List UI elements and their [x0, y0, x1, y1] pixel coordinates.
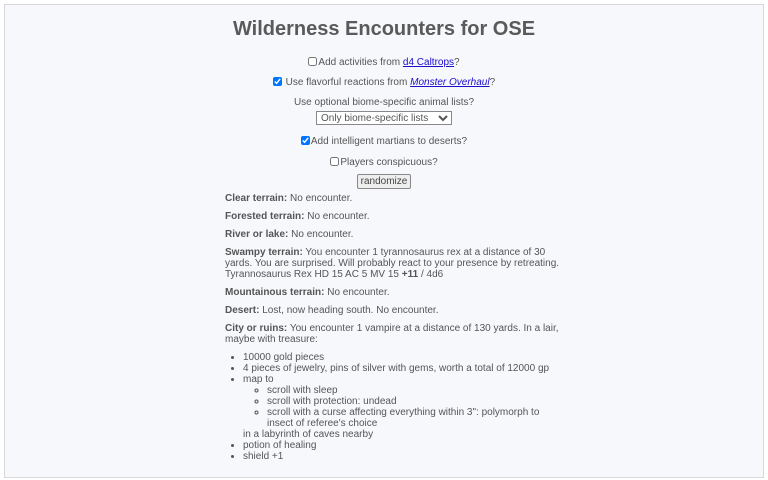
- map-label: map to: [243, 374, 274, 385]
- result-river: [225, 229, 561, 240]
- result-swampy: [225, 247, 561, 280]
- treasure-item: • potion of healing: [243, 440, 561, 451]
- map-item: ◦ scroll with protection: undead: [267, 396, 561, 407]
- result-text: No encounter.: [287, 193, 353, 204]
- martians-checkbox[interactable]: [301, 136, 310, 145]
- map-item: ◦ scroll with a curse affecting everything within 3": polymorph to insect of referee's choice: [267, 407, 561, 429]
- conspicuous-label: Players conspicuous?: [340, 157, 438, 168]
- result-text: No encounter.: [324, 287, 390, 298]
- reactions-checkbox[interactable]: [273, 77, 282, 86]
- biome-select[interactable]: [316, 111, 452, 125]
- damage: / 4d6: [418, 269, 444, 280]
- result-text: Lost, now heading south. No encounter.: [259, 305, 439, 316]
- reactions-label: Use flavorful reactions from: [285, 77, 411, 88]
- activities-label: Add activities from: [318, 57, 403, 68]
- result-city: [225, 323, 561, 345]
- result-forested: [225, 211, 561, 222]
- randomize-button[interactable]: randomize: [357, 174, 412, 189]
- result-desert: [225, 305, 561, 316]
- martians-label: Add intelligent martians to deserts?: [310, 136, 468, 147]
- result-label: Clear terrain:: [225, 193, 288, 204]
- activities-checkbox[interactable]: [308, 57, 317, 66]
- result-label: Swampy terrain:: [225, 247, 303, 258]
- page-panel: [4, 4, 764, 478]
- option-martians: [5, 135, 763, 149]
- biome-label: Use optional biome-specific animal lists?: [293, 97, 475, 108]
- result-label: Mountainous terrain:: [225, 287, 325, 298]
- treasure-item: • shield +1: [243, 451, 561, 462]
- monster-overhaul-link[interactable]: Monster Overhaul: [410, 77, 490, 88]
- map-list: [243, 385, 561, 429]
- option-conspicuous: [5, 156, 763, 170]
- option-reactions: [5, 76, 763, 90]
- attack-bonus: +11: [401, 269, 419, 280]
- result-label: Desert:: [225, 305, 260, 316]
- randomize-row: [5, 174, 763, 188]
- result-text: You encounter 1 vampire at a distance of 130 yards. In a lair, maybe with treasure:: [225, 323, 559, 345]
- map-location: in a labyrinth of caves nearby: [243, 429, 374, 440]
- result-mountainous: [225, 287, 561, 298]
- result-label: River or lake:: [225, 229, 289, 240]
- reactions-suffix: ?: [489, 77, 496, 88]
- d4-caltrops-link[interactable]: d4 Caltrops: [402, 57, 455, 68]
- biome-select-row: [5, 111, 763, 125]
- result-text: You encounter 1 tyrannosaurus rex at a distance of 30 yards. You are surprised. Will probably react to your presence by retreating. Tyrannosaurus Rex HD 15 AC 5 MV 15: [225, 247, 560, 280]
- conspicuous-checkbox[interactable]: [330, 157, 339, 166]
- treasure-item: • 4 pieces of jewelry, pins of silver with gems, worth a total of 12000 gp: [243, 363, 561, 374]
- result-label: City or ruins:: [225, 323, 288, 334]
- treasure-list: [225, 352, 561, 462]
- result-label: Forested terrain:: [225, 211, 305, 222]
- page-title: Wilderness Encounters for OSE: [232, 18, 536, 40]
- result-text: No encounter.: [288, 229, 354, 240]
- treasure-item: • 10000 gold pieces: [243, 352, 561, 363]
- results: [225, 193, 561, 462]
- result-text: No encounter.: [304, 211, 370, 222]
- result-clear: [225, 193, 561, 204]
- treasure-item: [243, 374, 561, 440]
- map-item: ◦ scroll with sleep: [267, 385, 561, 396]
- activities-suffix: ?: [454, 57, 460, 68]
- option-activities: [5, 56, 763, 70]
